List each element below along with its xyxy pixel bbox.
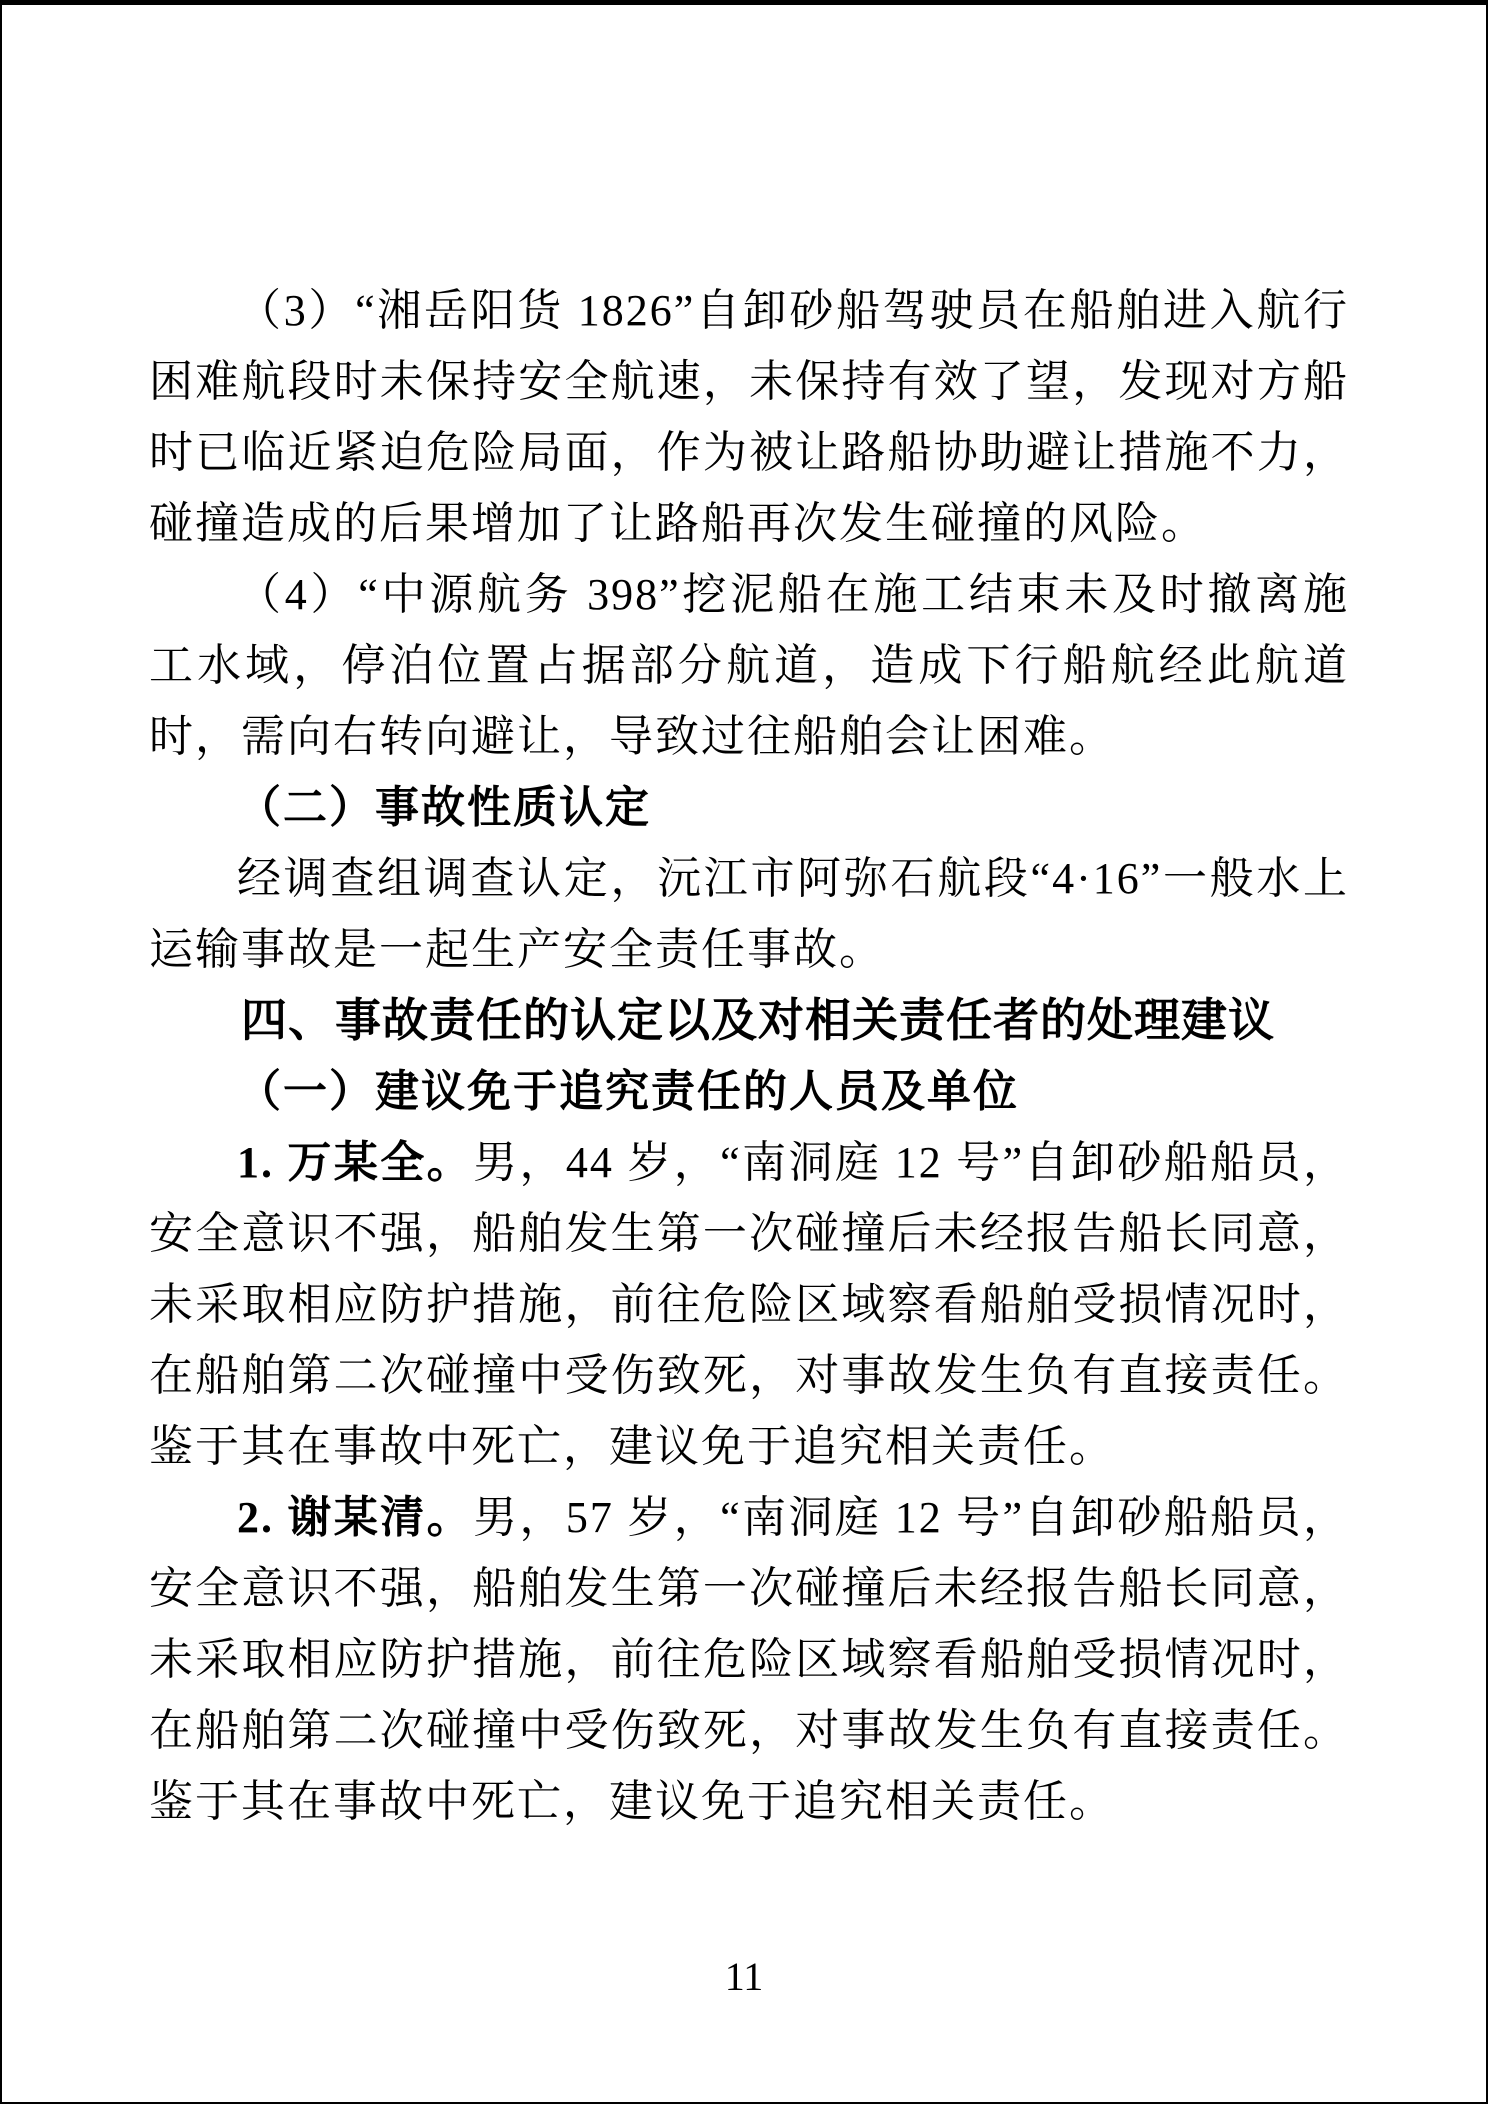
person-1-name-lead: 1. 万某全。 bbox=[237, 1138, 474, 1187]
sub-heading-exempt-persons: （一）建议免于追究责任的人员及单位 bbox=[237, 1067, 1019, 1116]
person-2-name-lead: 2. 谢某清。 bbox=[237, 1493, 474, 1542]
paragraph-nature-finding: 经调查组调查认定，沅江市阿弥石航段“4·16”一般水上运输事故是一起生产安全责任事故。 bbox=[149, 854, 1349, 974]
paragraph-person-2 bbox=[149, 1482, 1349, 1837]
paragraph-item-3: （3）“湘岳阳货 1826”自卸砂船驾驶员在船舶进入航行困难航段时未保持安全航速，未保持有效了望，发现对方船时已临近紧迫危险局面，作为被让路船协助避让措施不力，碰撞造成的后果增加了让路船再次发生碰撞的风险。 bbox=[149, 286, 1349, 548]
person-2-description: 男，57 岁，“南洞庭 12 号”自卸砂船船员，安全意识不强，船舶发生第一次碰撞后未经报告船长同意，未采取相应防护措施，前往危险区域察看船舶受损情况时，在船舶第二次碰撞中受伤致死，对事故发生负有直接责任。鉴于其在事故中死亡，建议免于追究相关责任。 bbox=[149, 1493, 1350, 1826]
sub-heading-accident-nature: （二）事故性质认定 bbox=[237, 783, 651, 832]
paragraph-person-1 bbox=[149, 1127, 1349, 1482]
paragraph-item-4: （4）“中源航务 398”挖泥船在施工结束未及时撤离施工水域，停泊位置占据部分航道，造成下行船航经此航道时，需向右转向避让，导致过往船舶会让困难。 bbox=[149, 570, 1349, 761]
document-body bbox=[149, 275, 1349, 1837]
person-1-description: 男，44 岁，“南洞庭 12 号”自卸砂船船员，安全意识不强，船舶发生第一次碰撞后未经报告船长同意，未采取相应防护措施，前往危险区域察看船舶受损情况时，在船舶第二次碰撞中受伤致死，对事故发生负有直接责任。鉴于其在事故中死亡，建议免于追究相关责任。 bbox=[149, 1138, 1350, 1471]
page-number: 11 bbox=[724, 1954, 764, 1999]
section-heading-responsibility: 四、事故责任的认定以及对相关责任者的处理建议 bbox=[241, 994, 1275, 1046]
